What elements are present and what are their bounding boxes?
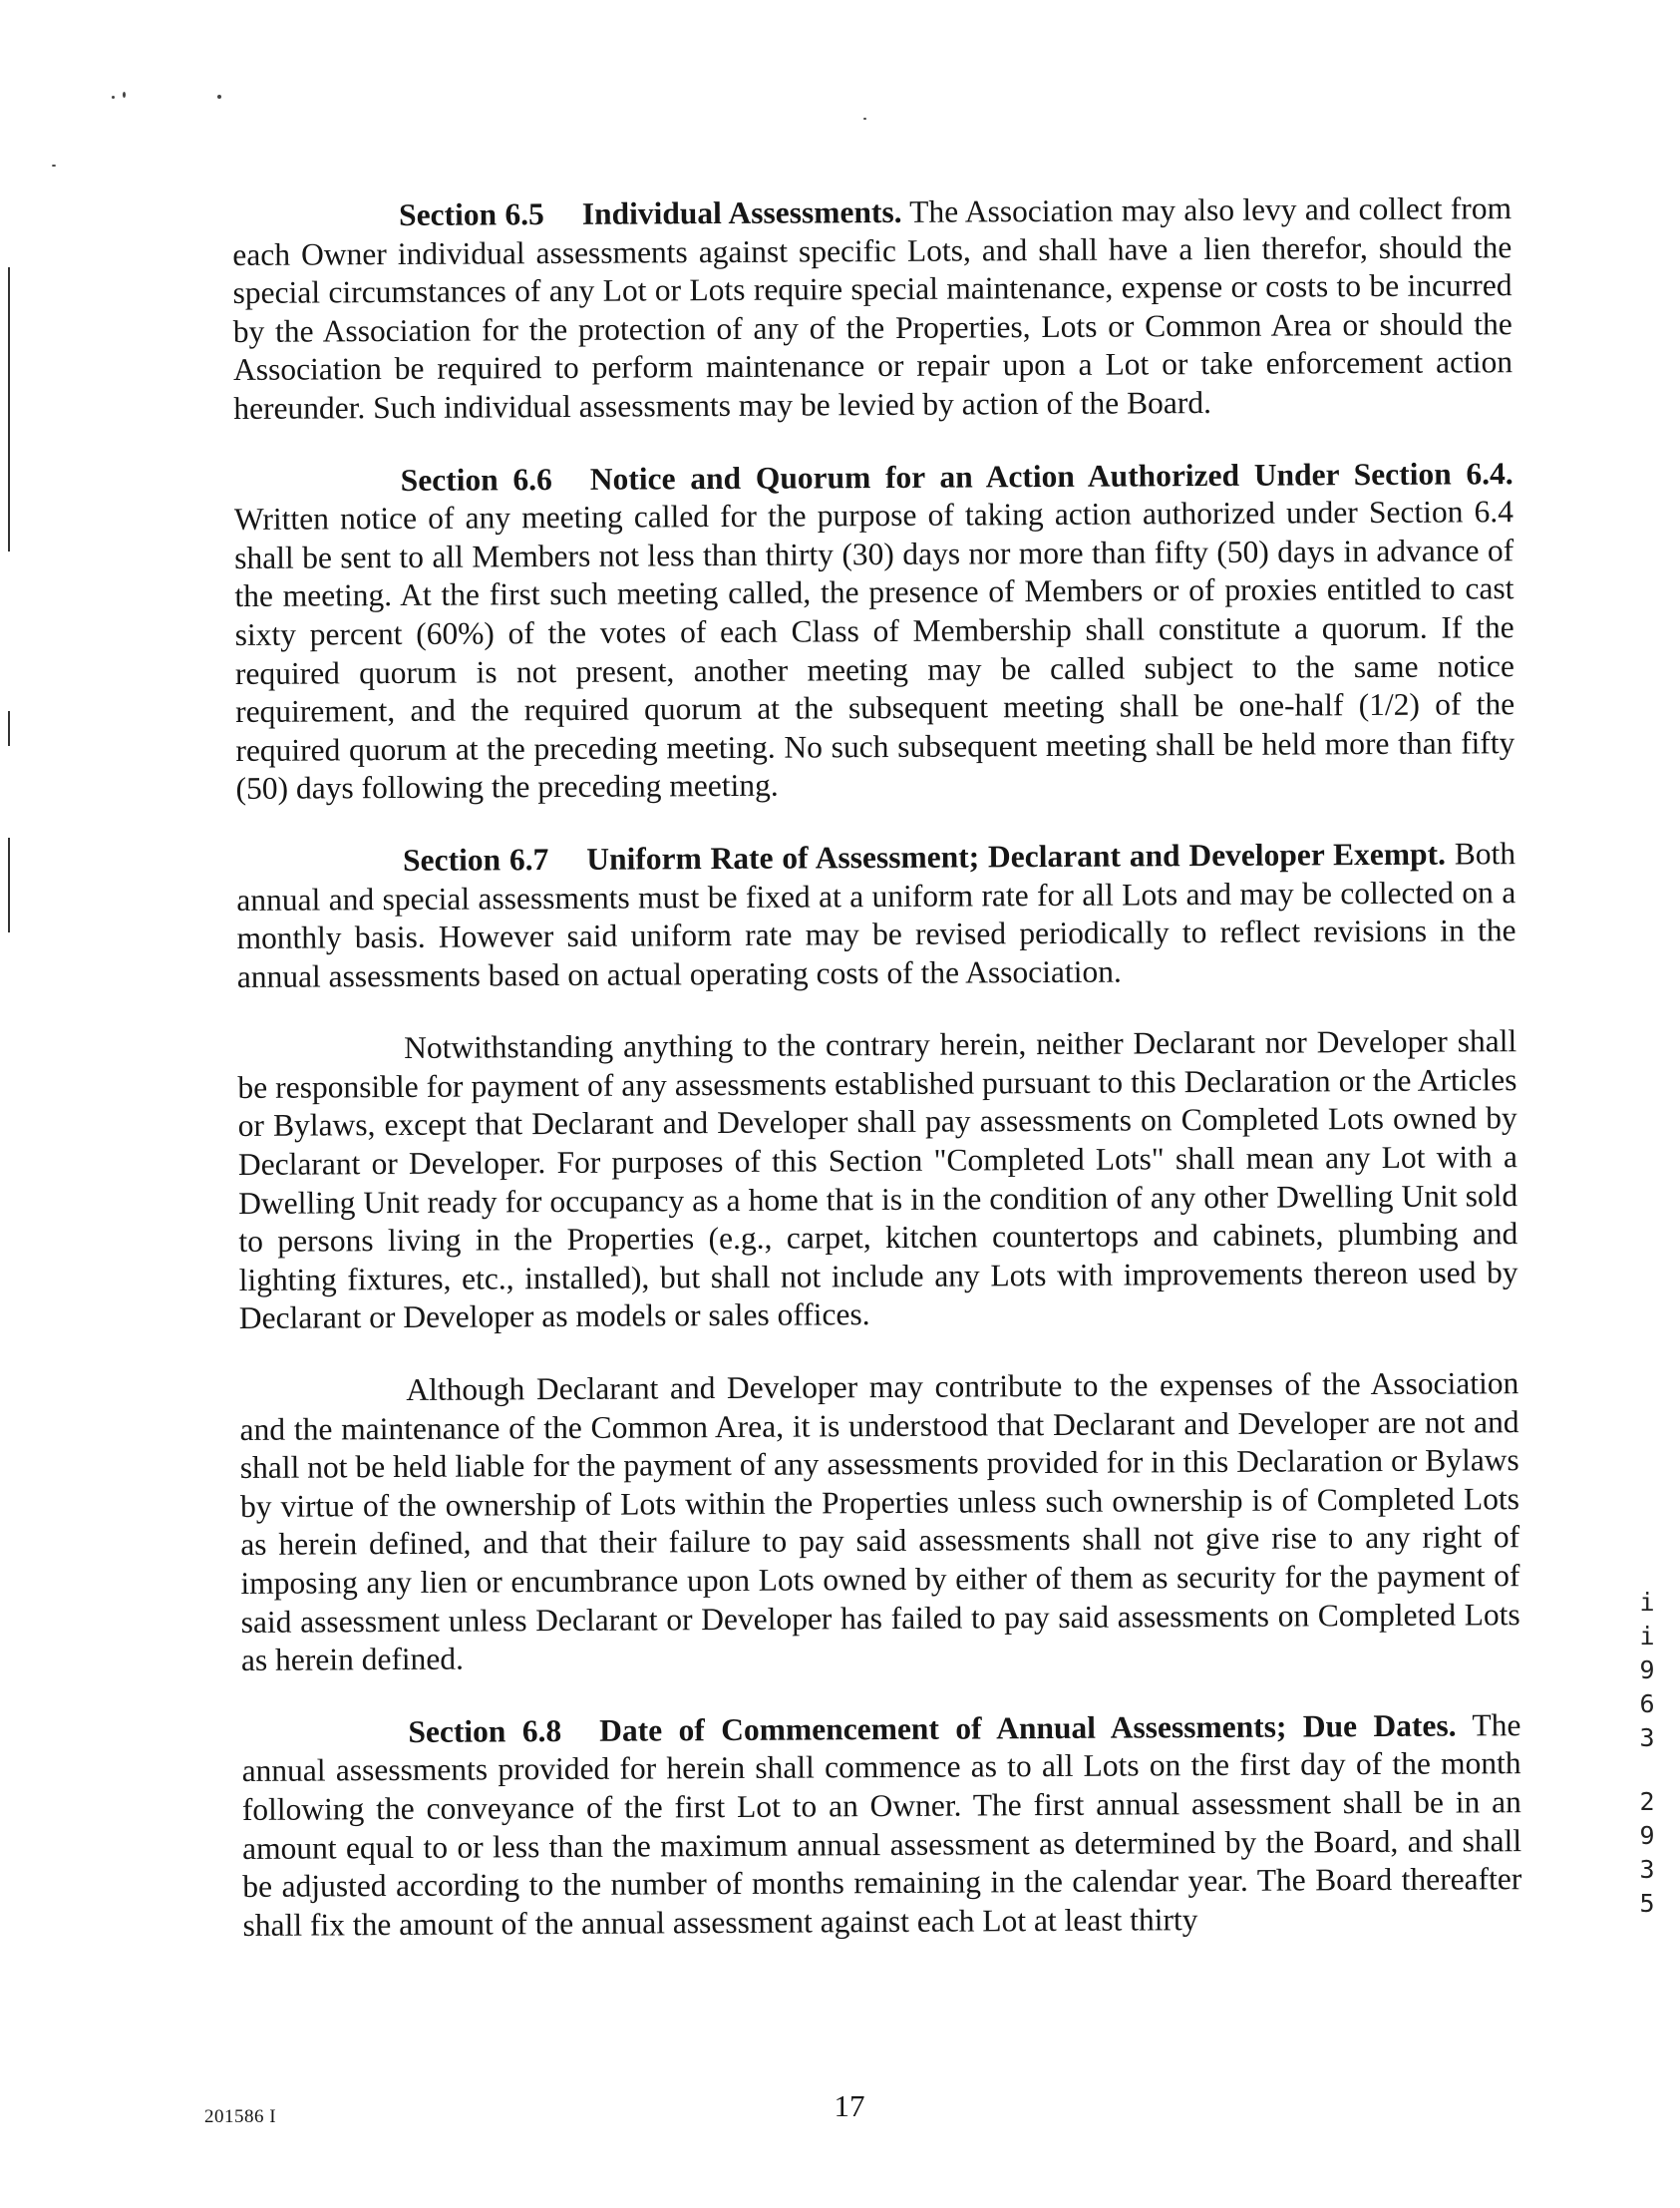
document-footer-code: 201586 I — [204, 2106, 277, 2127]
section-heading: Uniform Rate of Assessment; Declarant and Developer Exempt. — [586, 836, 1447, 877]
scan-speck — [863, 118, 866, 120]
scan-speck — [112, 96, 115, 99]
revision-bar — [8, 838, 10, 932]
contribution-paragraph — [239, 1364, 1520, 1680]
stamp-char: 9 — [1639, 1821, 1655, 1850]
page-number: 17 — [834, 2088, 865, 2123]
section-6-8-paragraph — [241, 1706, 1521, 1945]
section-text: Written notice of any meeting called for the purpose of taking action authorized under Section 6.4 shall be sent to all Members not less than thirty (30) days nor more than fifty (50) days in advance of the meeting. At the first such meeting called, the presence of Members or of proxies entitled to cast sixty percent (60%) of the votes of each Class of Membership shall constitute a quorum. If the required quorum is not present, another meeting may be called subject to the same notice requirement, and the required quorum at the subsequent meeting shall be one-half (1/2) of the required quorum at the preceding meeting. No such subsequent meeting shall be held more than fifty (50) days following the preceding meeting. — [233, 494, 1515, 807]
section-number: Section 6.6 — [400, 461, 552, 498]
stamp-char: i — [1639, 1588, 1655, 1617]
section-6-7-paragraph — [236, 835, 1516, 996]
revision-bar — [8, 267, 10, 552]
section-text: The Association may also levy and collect from each Owner individual assessments against specific Lots, and shall have a lien therefor, should the special circumstances of any Lot or Lots require special maintenance, expense or costs to be incurred by the Association for the protection of any of the Properties, Lots or Common Area or should the Association be required to perform maintenance or repair upon a Lot or take enforcement action hereunder. Such individual assessments may be levied by action of the Board. — [232, 190, 1513, 426]
scan-speck — [52, 165, 56, 167]
paragraph-text: Notwithstanding anything to the contrary herein, neither Declarant nor Developer shall be responsible for payment of any assessments established pursuant to this Declaration or the Articles or Bylaws, except that Declarant and Developer shall pay assessments on Completed Lots owned by Declarant or Developer. For purposes of this Section "Completed Lots" shall mean any Lot with a Dwelling Unit ready for occupancy as a home that is in the condition of any other Dwelling Unit sold to persons living in the Properties (e.g., carpet, kitchen countertops and cabinets, plumbing and lighting fixtures, etc., installed), but shall not include any Lots with improvements thereon used by Declarant or Developer as models or sales offices. — [237, 1023, 1518, 1336]
section-text: Both annual and special assessments must be fixed at a uniform rate for all Lots and may be collected on a monthly basis. However said uniform rate may be revised periodically to reflect revisions in the annual assessments based on actual operating costs of the Association. — [236, 836, 1516, 994]
stamp-char: 2 — [1639, 1787, 1655, 1816]
stamp-char: 3 — [1639, 1723, 1655, 1752]
section-heading: Individual Assessments. — [581, 193, 902, 231]
stamp-char: 5 — [1639, 1889, 1655, 1918]
paragraph-text: Although Declarant and Developer may contribute to the expenses of the Association and the maintenance of the Common Area, it is understood that Declarant and Developer are not and shall not be held liable for the payment of any assessments provided for in this Declaration or Bylaws by virtue of the ownership of Lots within the Properties unless such ownership is of Completed Lots as herein defined, and that their failure to pay said assessments shall not give rise to any right of imposing any lien or encumbrance upon Lots owned by either of them as security for the payment of said assessment unless Declarant or Developer has failed to pay said assessments on Completed Lots as herein defined. — [239, 1365, 1520, 1678]
section-6-6-paragraph — [234, 455, 1515, 809]
revision-bar — [8, 711, 10, 746]
completed-lots-paragraph — [237, 1022, 1518, 1338]
stamp-char: 3 — [1639, 1855, 1655, 1884]
stamp-char: 6 — [1639, 1689, 1655, 1718]
section-text: The annual assessments provided for herein shall commence as to all Lots on the first day of the month following the conveyance of the first Lot to an Owner. The first annual assessment shall be in an amount equal to or less than the maximum annual assessment as determined by the Board, and shall be adjusted according to the number of months remaining in the calendar year. The Board thereafter shall fix the amount of the annual assessment against each Lot at least thirty — [241, 1706, 1522, 1943]
section-number: Section 6.5 — [399, 196, 544, 232]
scan-speck — [217, 95, 221, 99]
recording-stamp — [1627, 1586, 1667, 1921]
stamp-char: i — [1639, 1622, 1655, 1651]
stamp-gap — [1627, 1755, 1667, 1785]
section-heading: Date of Commencement of Annual Assessments; Due Dates. — [599, 1707, 1457, 1748]
section-number: Section 6.7 — [402, 841, 549, 878]
section-number: Section 6.8 — [408, 1712, 562, 1749]
section-heading: Notice and Quorum for an Action Authorized Under Section 6.4. — [589, 455, 1513, 497]
stamp-char: 9 — [1639, 1656, 1655, 1684]
scan-speck — [123, 92, 126, 98]
section-6-5-paragraph — [232, 189, 1512, 428]
document-body — [232, 189, 1522, 1979]
